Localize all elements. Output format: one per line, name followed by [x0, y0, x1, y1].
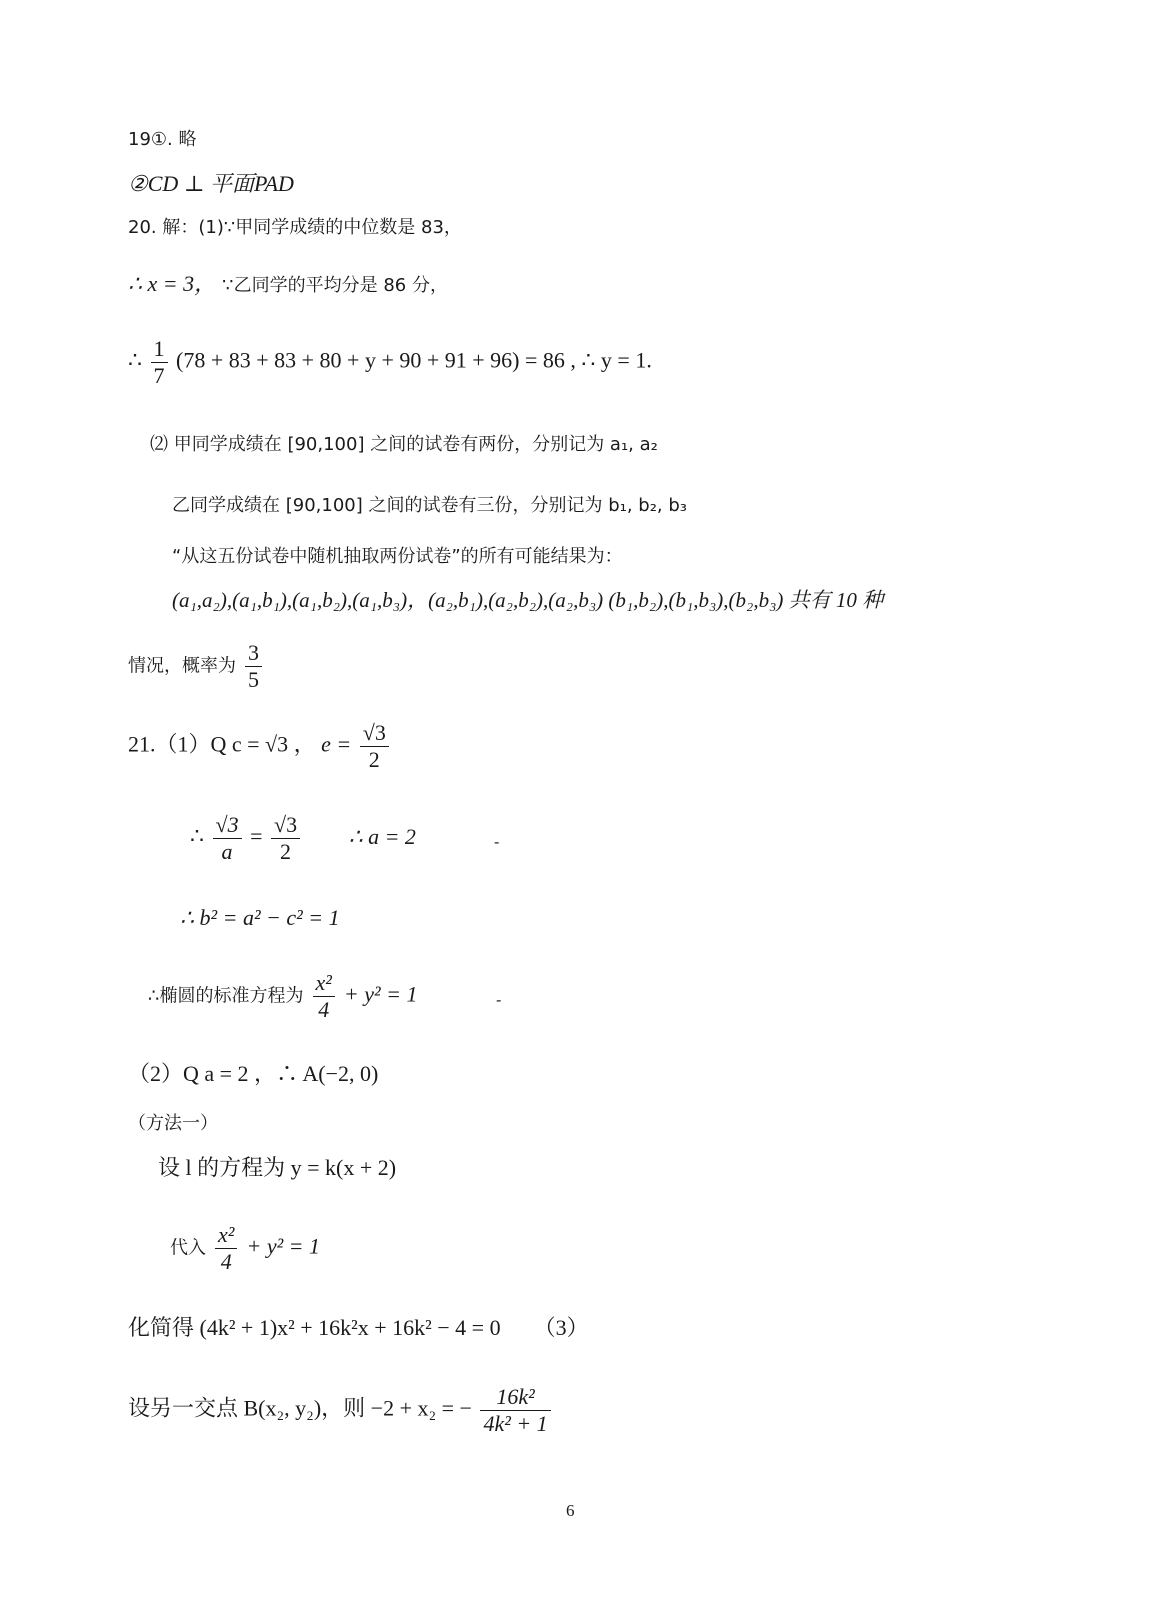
fraction-numerator: 3 — [245, 640, 262, 667]
fraction-denominator: 4 — [220, 1249, 232, 1274]
item-21-part2: （2）Q a = 2 ，∴ A(−2, 0) — [128, 1061, 379, 1086]
method-one-heading: （方法一） — [128, 1113, 218, 1134]
e-label: e = — [321, 731, 352, 757]
mean-note: ∵乙同学的平均分是 86 分， — [222, 275, 448, 296]
fraction-numerator: √3 — [271, 812, 300, 839]
item-19-1: 19①. 略 — [128, 129, 197, 150]
item-20-part2-line3: “从这五份试卷中随机抽取两份试卷”的所有可能结果为： — [172, 546, 623, 567]
fraction-numerator: x² — [313, 970, 335, 997]
simplified-equation: 化简得 (4k² + 1)x² + 16k²x + 16k² − 4 = 0 （3） — [128, 1315, 589, 1340]
ratio-fraction-right — [271, 812, 300, 865]
intersection-line — [128, 1384, 554, 1437]
fraction-denominator: 4 — [318, 997, 330, 1022]
line-equation: 设 l 的方程为 y = k(x + 2) — [158, 1155, 397, 1180]
fraction-numerator: x² — [215, 1222, 237, 1249]
intersection-text: 设另一交点 B(x₂, y₂)，则 −2 + x₂ = − — [128, 1395, 472, 1421]
one-seventh-fraction — [151, 336, 168, 389]
mean-expression: (78 + 83 + 83 + 80 + y + 90 + 91 + 96) = 86 , ∴ y = 1. — [176, 347, 652, 373]
probability-line — [128, 640, 265, 693]
fraction-denominator: 4k² + 1 — [483, 1411, 548, 1436]
fraction-denominator: 2 — [368, 747, 380, 772]
dash-mark: - — [494, 832, 500, 851]
equals-sign: = — [250, 823, 263, 849]
item-21-line1 — [128, 720, 392, 773]
item-20-line1: 20. 解：(1)∵甲同学成绩的中位数是 83， — [128, 217, 462, 238]
item-20-line2 — [128, 272, 448, 298]
therefore-symbol: ∴ — [190, 823, 204, 849]
therefore-symbol: ∴ — [128, 347, 142, 373]
ellipse-equation-rest: + y² = 1 — [246, 1233, 321, 1259]
ellipse-equation-rest: + y² = 1 — [343, 981, 418, 1007]
fraction-denominator: a — [221, 839, 233, 864]
eccentricity-fraction — [360, 720, 389, 773]
fraction-numerator: √3 — [213, 812, 242, 839]
fraction-denominator: 7 — [153, 363, 165, 388]
x-equals-3: ∴ x = 3， — [128, 271, 217, 296]
fraction-numerator: 1 — [151, 336, 168, 363]
item-20-part2-line2: 乙同学成绩在 [90,100] 之间的试卷有三份，分别记为 b₁, b₂, b₃ — [172, 495, 688, 516]
mean-equation — [128, 336, 652, 389]
item-21-line2 — [190, 812, 416, 865]
item-19-2: ②CD ⊥ 平面PAD — [128, 171, 294, 196]
c-value: 21.（1）Q c = √3 ， — [128, 731, 316, 757]
fraction-numerator: √3 — [360, 720, 389, 747]
ellipse-equation-label: ∴椭圆的标准方程为 — [148, 985, 304, 1007]
x-squared-over-4 — [313, 970, 335, 1023]
item-21-line4 — [148, 970, 417, 1023]
fraction-denominator: 5 — [248, 667, 260, 692]
fraction-numerator: 16k² — [480, 1384, 550, 1411]
sum-fraction — [480, 1384, 550, 1437]
page-number: 6 — [566, 1501, 575, 1520]
item-21-line3: ∴ b² = a² − c² = 1 — [180, 905, 340, 930]
x-squared-over-4 — [215, 1222, 237, 1275]
outcome-list: (a₁,a₂),(a₁,b₁),(a₁,b₂),(a₁,b₃)，(a₂,b₁),(a₂,b₂),(a₂,b₃) (b₁,b₂),(b₁,b₃),(b₂,b₃) 共有 10 种 — [172, 588, 884, 612]
fraction-denominator: 2 — [280, 839, 292, 864]
dash-mark: - — [496, 990, 502, 1009]
ratio-fraction-left — [213, 812, 242, 865]
item-20-part2-line1: ⑵ 甲同学成绩在 [90,100] 之间的试卷有两份，分别记为 a₁, a₂ — [150, 434, 658, 455]
substitute-label: 代入 — [170, 1237, 206, 1259]
probability-fraction — [245, 640, 262, 693]
probability-label: 情况，概率为 — [128, 655, 236, 677]
substitute-line — [170, 1222, 320, 1275]
a-equals-2: ∴ a = 2 — [348, 823, 416, 849]
